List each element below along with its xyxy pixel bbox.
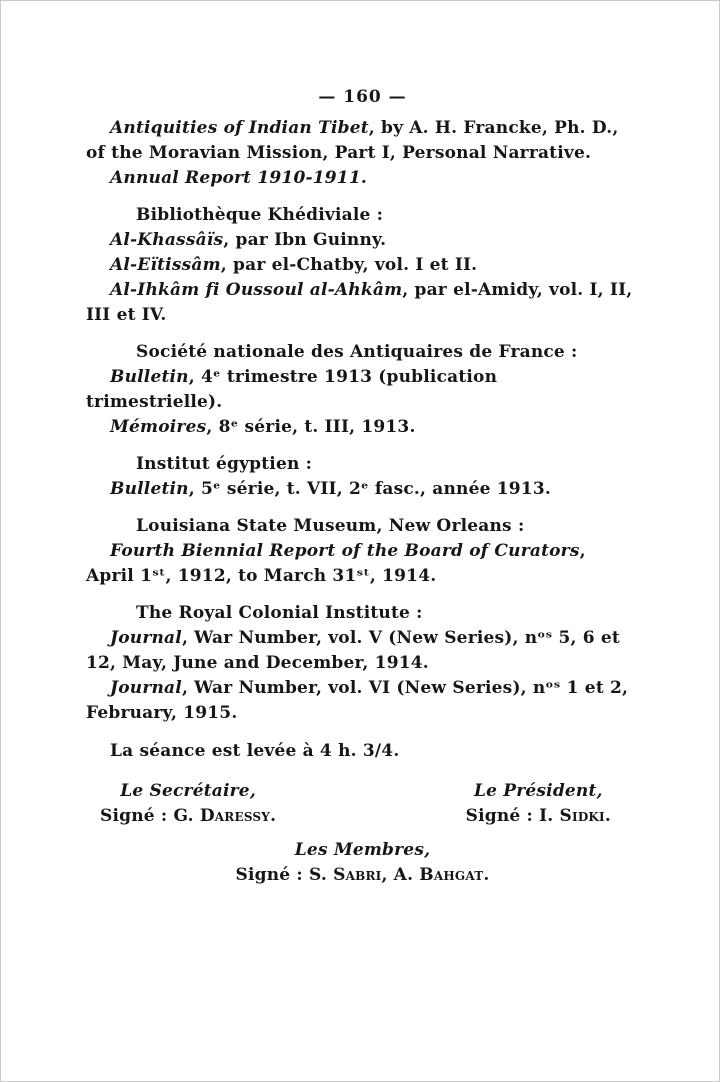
- work-details: , 4ᵉ trimestre 1913 (publication trimestrielle).: [86, 367, 498, 412]
- bibliography-entry: [86, 477, 639, 502]
- intro-paragraph: [86, 116, 639, 166]
- work-details: , par Ibn Guinny.: [223, 230, 387, 250]
- signature-role: Le Président,: [473, 781, 603, 801]
- bibliography-entry: [86, 253, 639, 278]
- bibliography-entry: [86, 539, 639, 589]
- section-heading: Bibliothèque Khédiviale :: [136, 205, 384, 225]
- bibliography-entry: [86, 228, 639, 253]
- bibliography-entry: [86, 365, 639, 415]
- section-heading: Institut égyptien :: [136, 454, 313, 474]
- section-heading: The Royal Colonial Institute :: [136, 603, 423, 623]
- work-title: Al-Eïtissâm: [110, 255, 221, 275]
- work-title: Al-Khassâïs: [110, 230, 224, 250]
- signature-name: Signé : I. Sidki.: [465, 806, 611, 826]
- bibliography-entry: [86, 676, 639, 726]
- work-details: , April 1ˢᵗ, 1912, to March 31ˢᵗ, 1914.: [86, 541, 586, 586]
- signature-members: [86, 838, 639, 888]
- section-heading: Louisiana State Museum, New Orleans :: [136, 516, 525, 536]
- work-details: , par el-Chatby, vol. I et II.: [220, 255, 478, 275]
- work-details: , War Number, vol. VI (New Series), nᵒˢ 1 et 2, February, 1915.: [86, 678, 629, 723]
- work-title: Bulletin: [110, 367, 189, 387]
- bibliography-entry: [86, 415, 639, 440]
- signature-row: [86, 779, 639, 829]
- work-details: , par el-Amidy, vol. I, II, III et IV.: [86, 280, 633, 325]
- work-title: Journal: [110, 628, 182, 648]
- signature-role: Le Secrétaire,: [120, 781, 256, 801]
- work-title: Annual Report 1910-1911.: [110, 168, 367, 188]
- work-title: Fourth Biennial Report of the Board of Curators: [110, 541, 580, 561]
- signature-role: Les Membres,: [294, 840, 431, 860]
- page-number: — 160 —: [318, 87, 407, 107]
- work-title: Journal: [110, 678, 182, 698]
- closing-statement: La séance est levée à 4 h. 3/4.: [110, 741, 400, 761]
- work-details: , 5ᵉ série, t. VII, 2ᵉ fasc., année 1913.: [188, 479, 551, 499]
- bibliography-entry: [86, 626, 639, 676]
- work-title: Bulletin: [110, 479, 189, 499]
- work-details: , War Number, vol. V (New Series), nᵒˢ 5, 6 et 12, May, June and December, 1914.: [86, 628, 620, 673]
- work-details: , 8ᵉ série, t. III, 1913.: [206, 417, 416, 437]
- work-title: Mémoires: [110, 417, 207, 437]
- work-title: Al-Ihkâm fi Oussoul al-Ahkâm: [110, 280, 403, 300]
- section-heading: Société nationale des Antiquaires de France :: [136, 342, 578, 362]
- signature-name: Signé : S. Sabri, A. Bahgat.: [235, 865, 490, 885]
- signature-name: Signé : G. Daressy.: [100, 806, 277, 826]
- intro-paragraph: [86, 166, 639, 191]
- signature-president: [466, 779, 611, 829]
- bibliography-entry: [86, 278, 639, 328]
- signature-secretary: [100, 779, 276, 829]
- work-title: Antiquities of Indian Tibet: [110, 118, 369, 138]
- work-details: , by A. H. Francke, Ph. D., of the Moravian Mission, Part I, Personal Narrative.: [86, 118, 619, 163]
